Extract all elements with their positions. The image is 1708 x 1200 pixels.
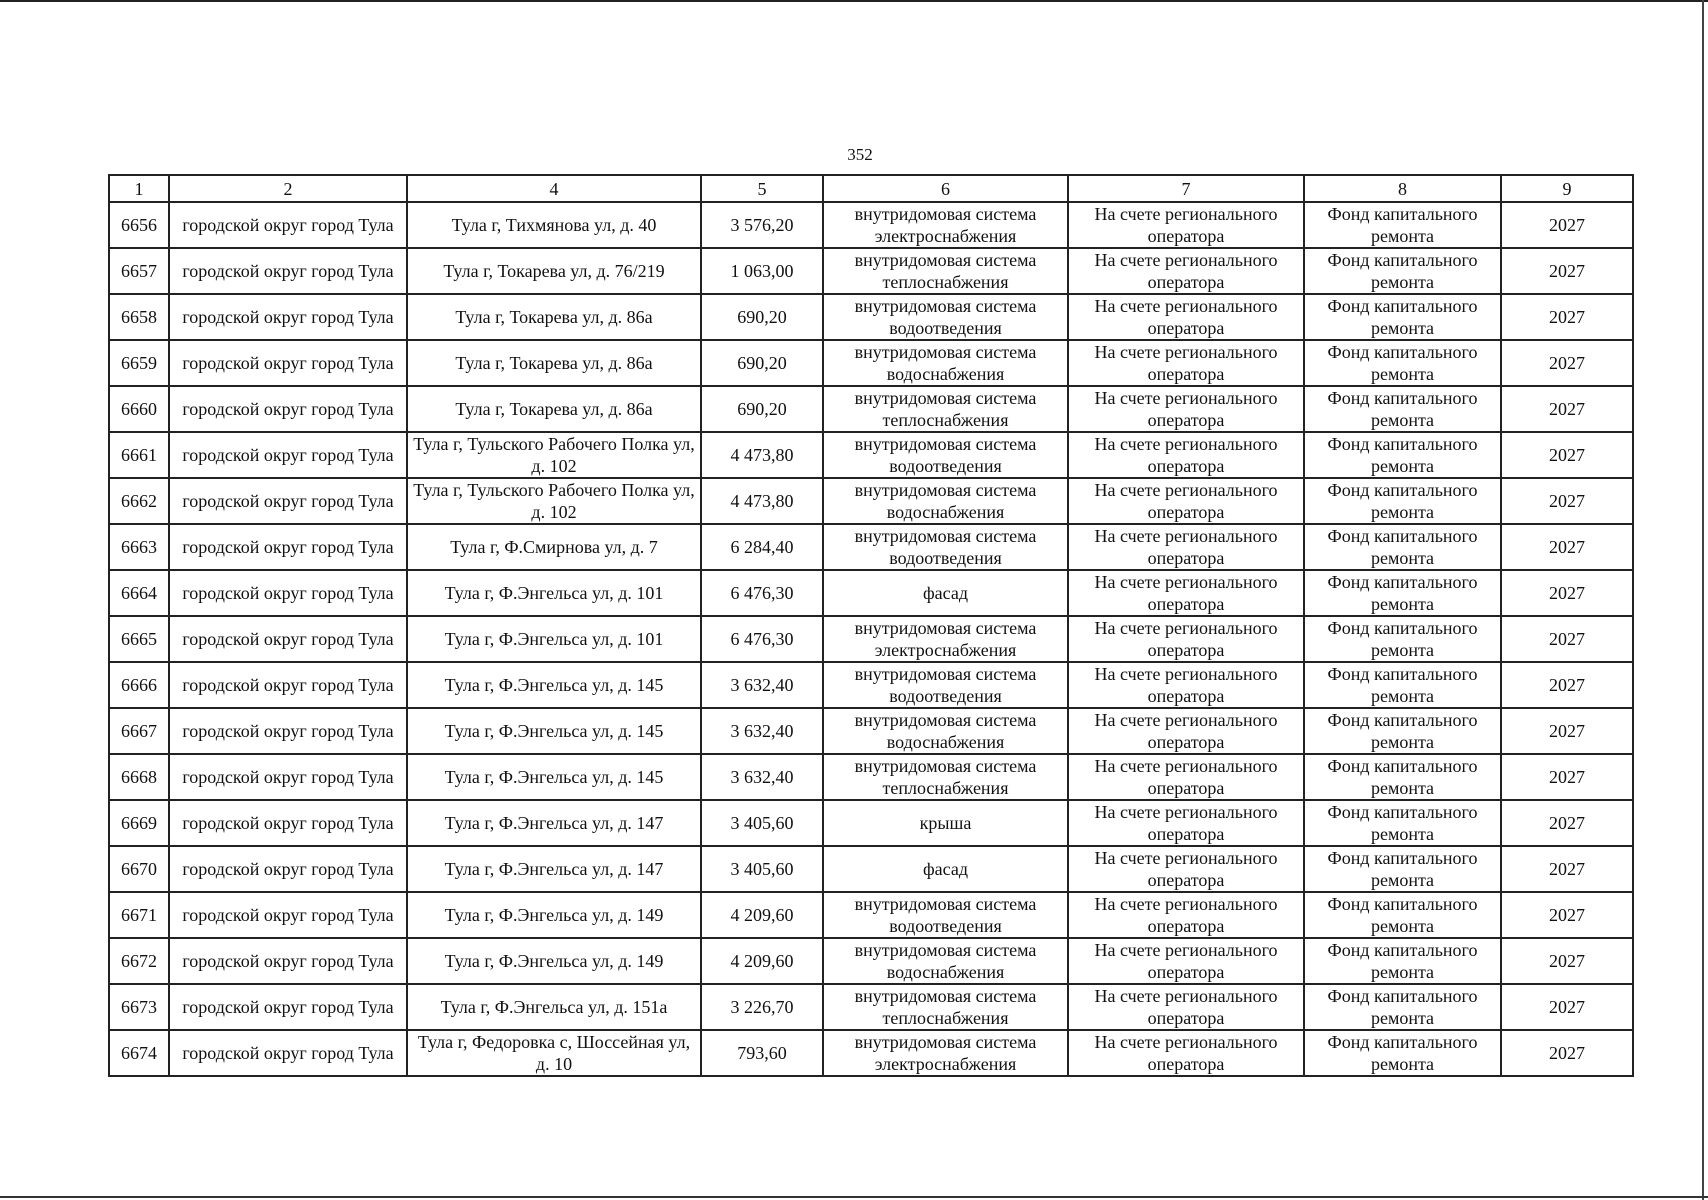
account-cell: На счете регионального оператора [1068,432,1304,478]
work-type-cell: внутридомовая система электроснабжения [823,202,1068,248]
column-header: 4 [407,175,701,202]
table-row [109,800,1633,846]
account-cell: На счете регионального оператора [1068,1030,1304,1076]
account-cell: На счете регионального оператора [1068,248,1304,294]
address-cell: Тула г, Ф.Энгельса ул, д. 147 [407,800,701,846]
address-cell: Тула г, Токарева ул, д. 86а [407,386,701,432]
district-cell: городской округ город Тула [169,248,407,294]
table-row [109,1030,1633,1076]
column-header: 8 [1304,175,1501,202]
account-cell: На счете регионального оператора [1068,754,1304,800]
fund-cell: Фонд капитального ремонта [1304,1030,1501,1076]
district-cell: городской округ город Тула [169,754,407,800]
table-row [109,938,1633,984]
column-header: 2 [169,175,407,202]
row-number-cell: 6672 [109,938,169,984]
fund-cell: Фонд капитального ремонта [1304,800,1501,846]
area-cell: 3 405,60 [701,800,823,846]
year-cell: 2027 [1501,800,1633,846]
district-cell: городской округ город Тула [169,984,407,1030]
account-cell: На счете регионального оператора [1068,800,1304,846]
row-number-cell: 6656 [109,202,169,248]
table-row [109,570,1633,616]
address-cell: Тула г, Тихмянова ул, д. 40 [407,202,701,248]
district-cell: городской округ город Тула [169,202,407,248]
work-type-cell: крыша [823,800,1068,846]
address-cell: Тула г, Ф.Энгельса ул, д. 149 [407,892,701,938]
column-header: 9 [1501,175,1633,202]
header-row [109,175,1633,202]
district-cell: городской округ город Тула [169,938,407,984]
year-cell: 2027 [1501,248,1633,294]
work-type-cell: фасад [823,846,1068,892]
account-cell: На счете регионального оператора [1068,892,1304,938]
area-cell: 6 476,30 [701,570,823,616]
fund-cell: Фонд капитального ремонта [1304,984,1501,1030]
district-cell: городской округ город Тула [169,662,407,708]
table-row [109,202,1633,248]
district-cell: городской округ город Тула [169,708,407,754]
work-type-cell: внутридомовая система теплоснабжения [823,754,1068,800]
fund-cell: Фонд капитального ремонта [1304,846,1501,892]
row-number-cell: 6665 [109,616,169,662]
table-row [109,616,1633,662]
year-cell: 2027 [1501,340,1633,386]
fund-cell: Фонд капитального ремонта [1304,294,1501,340]
table-row [109,846,1633,892]
fund-cell: Фонд капитального ремонта [1304,754,1501,800]
year-cell: 2027 [1501,294,1633,340]
account-cell: На счете регионального оператора [1068,478,1304,524]
row-number-cell: 6662 [109,478,169,524]
district-cell: городской округ город Тула [169,892,407,938]
scan-edge-right [1702,0,1704,1200]
year-cell: 2027 [1501,616,1633,662]
row-number-cell: 6669 [109,800,169,846]
work-type-cell: внутридомовая система теплоснабжения [823,248,1068,294]
year-cell: 2027 [1501,984,1633,1030]
column-header: 7 [1068,175,1304,202]
row-number-cell: 6660 [109,386,169,432]
table-row [109,984,1633,1030]
table-row [109,386,1633,432]
year-cell: 2027 [1501,1030,1633,1076]
work-type-cell: внутридомовая система водоотведения [823,524,1068,570]
year-cell: 2027 [1501,892,1633,938]
year-cell: 2027 [1501,432,1633,478]
work-type-cell: внутридомовая система водоотведения [823,432,1068,478]
account-cell: На счете регионального оператора [1068,386,1304,432]
fund-cell: Фонд капитального ремонта [1304,340,1501,386]
area-cell: 690,20 [701,340,823,386]
column-header: 1 [109,175,169,202]
address-cell: Тула г, Токарева ул, д. 86а [407,340,701,386]
column-header: 6 [823,175,1068,202]
work-type-cell: внутридомовая система теплоснабжения [823,386,1068,432]
work-type-cell: внутридомовая система электроснабжения [823,616,1068,662]
fund-cell: Фонд капитального ремонта [1304,478,1501,524]
row-number-cell: 6668 [109,754,169,800]
table-row [109,524,1633,570]
area-cell: 4 209,60 [701,938,823,984]
table-row [109,248,1633,294]
row-number-cell: 6673 [109,984,169,1030]
district-cell: городской округ город Тула [169,432,407,478]
address-cell: Тула г, Тульского Рабочего Полка ул, д. 102 [407,432,701,478]
row-number-cell: 6664 [109,570,169,616]
year-cell: 2027 [1501,754,1633,800]
area-cell: 3 632,40 [701,754,823,800]
work-type-cell: внутридомовая система водоотведения [823,892,1068,938]
fund-cell: Фонд капитального ремонта [1304,386,1501,432]
capital-repair-table [108,174,1634,1077]
year-cell: 2027 [1501,478,1633,524]
area-cell: 690,20 [701,386,823,432]
area-cell: 3 226,70 [701,984,823,1030]
table-row [109,478,1633,524]
address-cell: Тула г, Тульского Рабочего Полка ул, д. 102 [407,478,701,524]
table-row [109,340,1633,386]
area-cell: 690,20 [701,294,823,340]
fund-cell: Фонд капитального ремонта [1304,524,1501,570]
account-cell: На счете регионального оператора [1068,616,1304,662]
work-type-cell: внутридомовая система водоотведения [823,662,1068,708]
district-cell: городской округ город Тула [169,478,407,524]
address-cell: Тула г, Ф.Энгельса ул, д. 101 [407,616,701,662]
work-type-cell: внутридомовая система водоснабжения [823,478,1068,524]
year-cell: 2027 [1501,570,1633,616]
work-type-cell: внутридомовая система электроснабжения [823,1030,1068,1076]
year-cell: 2027 [1501,524,1633,570]
area-cell: 3 576,20 [701,202,823,248]
table-row [109,294,1633,340]
account-cell: На счете регионального оператора [1068,662,1304,708]
row-number-cell: 6661 [109,432,169,478]
fund-cell: Фонд капитального ремонта [1304,892,1501,938]
row-number-cell: 6674 [109,1030,169,1076]
address-cell: Тула г, Ф.Энгельса ул, д. 145 [407,708,701,754]
area-cell: 3 632,40 [701,708,823,754]
address-cell: Тула г, Ф.Энгельса ул, д. 145 [407,662,701,708]
year-cell: 2027 [1501,386,1633,432]
address-cell: Тула г, Ф.Энгельса ул, д. 149 [407,938,701,984]
row-number-cell: 6657 [109,248,169,294]
account-cell: На счете регионального оператора [1068,846,1304,892]
row-number-cell: 6666 [109,662,169,708]
fund-cell: Фонд капитального ремонта [1304,432,1501,478]
address-cell: Тула г, Ф.Энгельса ул, д. 101 [407,570,701,616]
address-cell: Тула г, Ф.Энгельса ул, д. 147 [407,846,701,892]
area-cell: 6 476,30 [701,616,823,662]
work-type-cell: внутридомовая система водоснабжения [823,938,1068,984]
district-cell: городской округ город Тула [169,846,407,892]
year-cell: 2027 [1501,938,1633,984]
row-number-cell: 6670 [109,846,169,892]
fund-cell: Фонд капитального ремонта [1304,248,1501,294]
work-type-cell: внутридомовая система водоотведения [823,294,1068,340]
fund-cell: Фонд капитального ремонта [1304,708,1501,754]
area-cell: 3 632,40 [701,662,823,708]
area-cell: 4 473,80 [701,432,823,478]
column-header: 5 [701,175,823,202]
fund-cell: Фонд капитального ремонта [1304,662,1501,708]
table-row [109,662,1633,708]
area-cell: 6 284,40 [701,524,823,570]
year-cell: 2027 [1501,202,1633,248]
scan-edge-bottom [0,1196,1708,1198]
account-cell: На счете регионального оператора [1068,708,1304,754]
account-cell: На счете регионального оператора [1068,294,1304,340]
address-cell: Тула г, Ф.Энгельса ул, д. 145 [407,754,701,800]
address-cell: Тула г, Токарева ул, д. 86а [407,294,701,340]
scan-edge-top [0,0,1708,2]
address-cell: Тула г, Ф.Энгельса ул, д. 151а [407,984,701,1030]
year-cell: 2027 [1501,708,1633,754]
account-cell: На счете регионального оператора [1068,938,1304,984]
district-cell: городской округ город Тула [169,386,407,432]
area-cell: 793,60 [701,1030,823,1076]
account-cell: На счете регионального оператора [1068,340,1304,386]
district-cell: городской округ город Тула [169,1030,407,1076]
address-cell: Тула г, Токарева ул, д. 76/219 [407,248,701,294]
district-cell: городской округ город Тула [169,340,407,386]
work-type-cell: фасад [823,570,1068,616]
table-row [109,432,1633,478]
work-type-cell: внутридомовая система водоснабжения [823,340,1068,386]
area-cell: 4 473,80 [701,478,823,524]
fund-cell: Фонд капитального ремонта [1304,202,1501,248]
address-cell: Тула г, Ф.Смирнова ул, д. 7 [407,524,701,570]
district-cell: городской округ город Тула [169,800,407,846]
area-cell: 1 063,00 [701,248,823,294]
fund-cell: Фонд капитального ремонта [1304,616,1501,662]
district-cell: городской округ город Тула [169,294,407,340]
account-cell: На счете регионального оператора [1068,202,1304,248]
fund-cell: Фонд капитального ремонта [1304,570,1501,616]
area-cell: 4 209,60 [701,892,823,938]
table-row [109,754,1633,800]
district-cell: городской округ город Тула [169,616,407,662]
work-type-cell: внутридомовая система водоснабжения [823,708,1068,754]
table-row [109,708,1633,754]
row-number-cell: 6659 [109,340,169,386]
account-cell: На счете регионального оператора [1068,570,1304,616]
row-number-cell: 6671 [109,892,169,938]
address-cell: Тула г, Федоровка с, Шоссейная ул, д. 10 [407,1030,701,1076]
area-cell: 3 405,60 [701,846,823,892]
district-cell: городской округ город Тула [169,570,407,616]
row-number-cell: 6667 [109,708,169,754]
account-cell: На счете регионального оператора [1068,984,1304,1030]
year-cell: 2027 [1501,662,1633,708]
fund-cell: Фонд капитального ремонта [1304,938,1501,984]
row-number-cell: 6658 [109,294,169,340]
work-type-cell: внутридомовая система теплоснабжения [823,984,1068,1030]
district-cell: городской округ город Тула [169,524,407,570]
row-number-cell: 6663 [109,524,169,570]
year-cell: 2027 [1501,846,1633,892]
table-row [109,892,1633,938]
account-cell: На счете регионального оператора [1068,524,1304,570]
page-number: 352 [847,145,873,164]
